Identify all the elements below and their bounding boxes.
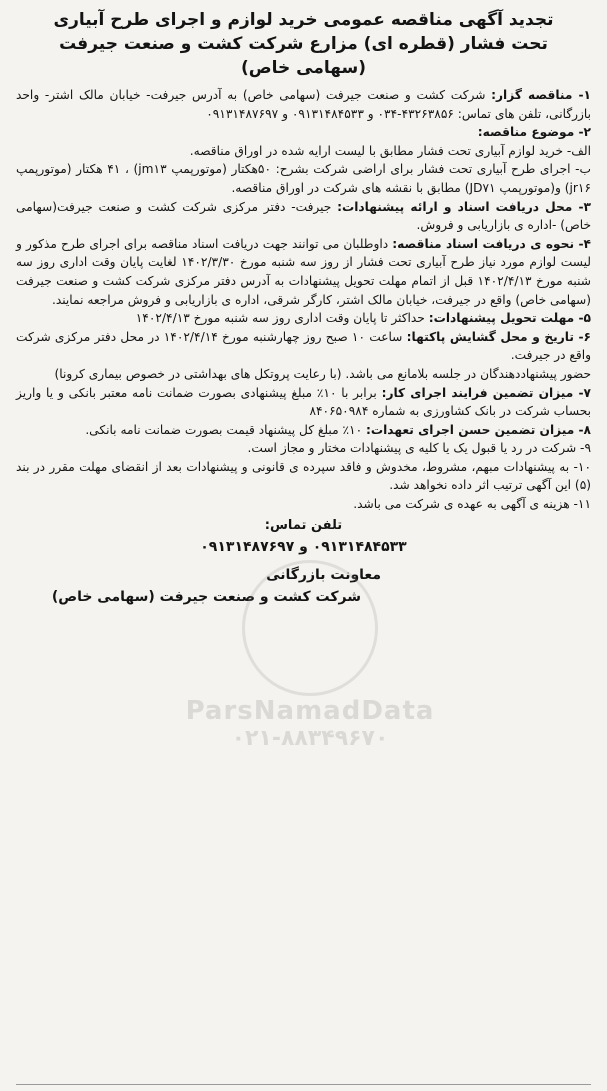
notice-title [16,8,591,80]
section-7-guarantee [16,384,591,421]
section-2-item-a: الف- خرید لوازم آبیاری تحت فشار مطابق با لیست ارایه شده در اوراق مناقصه. [189,143,591,158]
signature-block [16,564,591,608]
section-5-deadline [16,309,591,328]
title-line-2: تحت فشار (قطره ای) مزارع شرکت کشت و صنعت جیرفت [59,34,548,54]
signature-department: معاونت بازرگانی [266,566,381,583]
section-1-text: شرکت کشت و صنعت جیرفت (سهامی خاص) به آدرس جیرفت- خیابان مالک اشتر- واحد بازرگانی، تلفن های تماس: ۴۳۲۶۳۸۵۶-۰۳۴ و ۰۹۱۳۱۴۸۴۵۳۳ و ۰۹۱۳۱۴۸۷۶۹۷ [16,88,591,121]
signature-company: شرکت کشت و صنعت جیرفت (سهامی خاص) [51,588,361,605]
section-1-heading: ۱- مناقصه گزار: [491,88,591,102]
section-4-text: داوطلبان می توانند جهت دریافت اسناد مناقصه برای اجرای طرح مذکور و لیست لوازم مورد نیاز طرح آبیاری تحت فشار از روز سه شنبه مورخ ۱۴۰۲/۳/۳۰ لغایت پایان وقت اداری روز سه شنبه مورخ ۱۴۰۲/۴/۱۳ قبل از اتمام مهلت تحویل پیشنهادات به آدرس دفتر مرکزی شرکت کشت و صنعت جیرفت (سهامی خاص) واقع در جیرفت، خیابان مالک اشتر، کارگر شرقی، اداره ی بازاریابی و فروش مراجعه نمایند. [16,236,591,307]
section-3-text: جیرفت- دفتر مرکزی شرکت کشت و صنعت جیرفت(سهامی خاص) -اداره ی بازاریابی و فروش. [16,199,591,233]
section-5-text: حداکثر تا پایان وقت اداری روز سه شنبه مورخ ۱۴۰۲/۴/۱۳ [135,311,429,326]
section-2-heading: ۲- موضوع مناقصه: [477,125,591,140]
section-8-text: ۱۰٪ مبلغ کل پیشنهاد قیمت بصورت ضمانت نامه بانکی. [85,422,366,437]
watermark-phone: ۰۲۱-۸۸۳۴۹۶۷۰ [231,726,389,751]
section-5-heading: ۵- مهلت تحویل پیشنهادات: [428,311,591,326]
section-10: ۱۰- به پیشنهادات مبهم، مشروط، مخدوش و فاقد سپرده ی قانونی و پیشنهادات بعد از انقضای مهلت مقرر در بند (۵) این آگهی ترتیب اثر داده نخواهد شد. [16,459,591,493]
section-2-subject [16,123,591,142]
bottom-divider [16,1084,591,1085]
section-11: ۱۱- هزینه ی آگهی به عهده ی شرکت می باشد. [353,497,591,512]
section-6-opening [16,328,591,365]
section-6-note: حضور پیشنهاددهندگان در جلسه بلامانع می باشد. (با رعایت پروتکل های بهداشتی در خصوص بیماری کرونا) [54,366,591,381]
section-3-heading: ۳- محل دریافت اسناد و ارائه پیشنهادات: [337,199,591,214]
section-2-item-b: ب- اجرای طرح آبیاری تحت فشار برای اراضی شرکت بشرح: ۵۰هکتار (موتورپمپ jm۱۳) ، ۴۱ هکتار (موتورپمپ jr۱۶) و(موتورپمپ JD۷۱) مطابق با نقشه های شرکت در اوراق مناقصه. [16,162,591,195]
section-3-document-location [16,198,591,235]
section-8-performance-guarantee [16,421,591,440]
section-1-tender-organizer [16,86,591,123]
section-4-document-procedure [16,235,591,309]
contact-numbers: ۰۹۱۳۱۴۸۴۵۳۳ و ۰۹۱۳۱۴۸۷۶۹۷ [200,538,407,555]
section-4-heading: ۴- نحوه ی دریافت اسناد مناقصه: [392,236,591,251]
title-line-1: تجدید آگهی مناقصه عمومی خرید لوازم و اجرای طرح آبیاری [53,10,554,30]
section-9: ۹- شرکت در رد یا قبول یک یا کلیه ی پیشنهادات مختار و مجاز است. [247,441,591,456]
title-line-3: (سهامی خاص) [240,58,366,78]
section-7-text: برابر با ۱۰٪ مبلغ پیشنهادی بصورت ضمانت نامه معتبر بانکی و یا واریز بحساب شرکت در بانک کشاورزی به شماره ۸۴۰۶۵۰۹۸۴ [16,385,591,419]
section-6-heading: ۶- تاریخ و محل گشایش پاکتها: [406,329,591,344]
contact-block [16,516,591,558]
contact-label: تلفن تماس: [264,517,343,533]
watermark-brand: ParsNamadData [185,696,435,726]
section-8-heading: ۸- میزان تضمین حسن اجرای تعهدات: [366,422,591,437]
section-6-text: ساعت ۱۰ صبح روز چهارشنبه مورخ ۱۴۰۲/۴/۱۴ در محل دفتر مرکزی شرکت واقع در جیرفت. [16,329,591,363]
section-7-heading: ۷- میزان تضمین فرایند اجرای کار: [381,385,591,400]
